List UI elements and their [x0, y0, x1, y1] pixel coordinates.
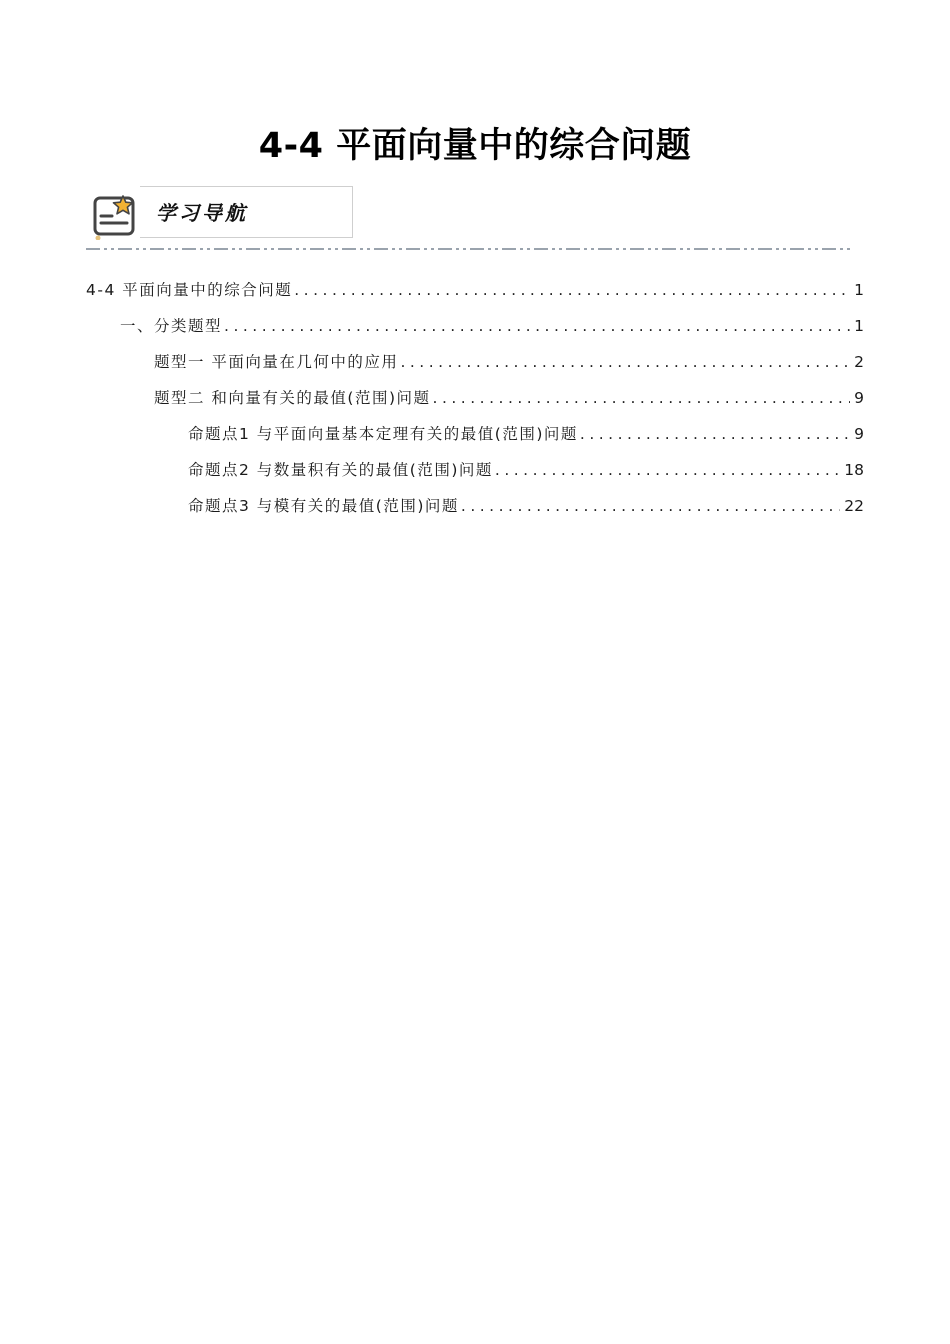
toc-entry-text: 命题点2 与数量积有关的最值(范围)问题	[188, 461, 493, 479]
toc-dot-leader	[294, 281, 850, 299]
toc-entry[interactable]	[86, 278, 864, 314]
toc-entry-text: 4-4 平面向量中的综合问题	[86, 281, 293, 299]
toc-entry[interactable]	[86, 314, 864, 350]
nav-label: 学习导航	[156, 201, 248, 225]
toc-dot-leader	[400, 353, 850, 371]
toc-dot-leader	[433, 389, 851, 407]
toc-dot-leader	[495, 461, 840, 479]
toc-entry[interactable]	[86, 458, 864, 494]
toc-entry[interactable]	[86, 386, 864, 422]
toc-entry-text: 题型一 平面向量在几何中的应用	[154, 353, 399, 371]
page-title: 4-4 平面向量中的综合问题	[258, 126, 692, 166]
toc-page-number: 2	[854, 353, 864, 371]
dashed-divider	[86, 246, 850, 252]
toc-page-number: 1	[854, 317, 864, 335]
nav-label-box	[140, 186, 353, 238]
toc-entry-text: 命题点1 与平面向量基本定理有关的最值(范围)问题	[188, 425, 578, 443]
toc-page-number: 18	[844, 461, 864, 479]
toc-dot-leader	[580, 425, 850, 443]
table-of-contents	[86, 278, 864, 530]
study-navigation-header	[86, 186, 354, 238]
toc-entry-text: 一、分类题型	[120, 317, 223, 335]
toc-entry[interactable]	[86, 422, 864, 458]
toc-page-number: 9	[854, 425, 864, 443]
toc-entry[interactable]	[86, 350, 864, 386]
toc-entry-text: 命题点3 与模有关的最值(范围)问题	[188, 497, 459, 515]
toc-dot-leader	[224, 317, 850, 335]
toc-entry-text: 题型二 和向量有关的最值(范围)问题	[154, 389, 431, 407]
checklist-star-icon	[90, 190, 140, 240]
toc-entry[interactable]	[86, 494, 864, 530]
toc-page-number: 22	[844, 497, 864, 515]
toc-dot-leader	[461, 497, 840, 515]
toc-page-number: 1	[854, 281, 864, 299]
toc-page-number: 9	[854, 389, 864, 407]
